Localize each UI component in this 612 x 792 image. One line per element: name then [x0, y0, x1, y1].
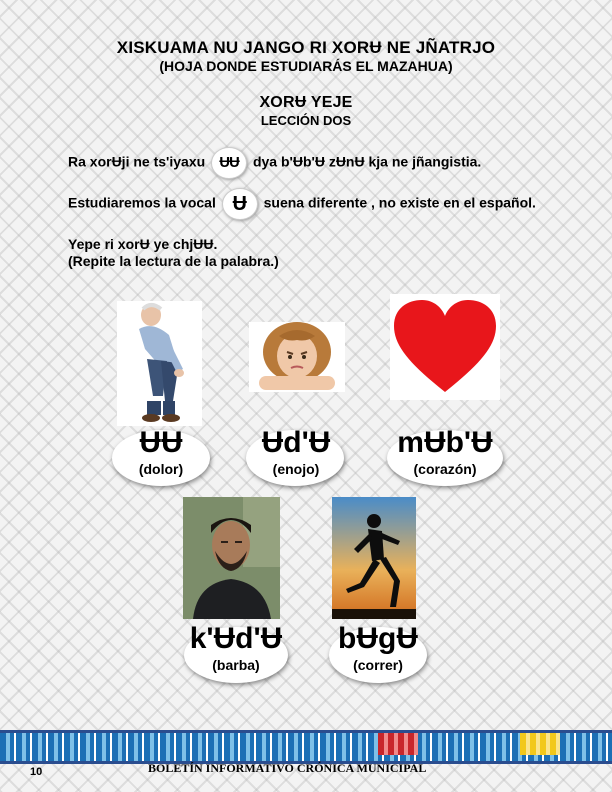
page-title: XISKUAMA NU JANGO RI XORɄ NE JÑATRJO — [116, 38, 496, 57]
paragraph-1-before: Ra xorɄji ne ts'iyaxu — [68, 153, 206, 170]
vowel-bubble-2: Ʉ — [222, 188, 258, 220]
word-3: mɄb'Ʉ — [397, 426, 493, 459]
word-1: ɄɄ — [139, 426, 183, 459]
border-yellow-segment — [520, 733, 560, 755]
paragraph-1-after: dya b'Ʉb'Ʉ zɄnɄ kja ne jñangistia. — [252, 153, 482, 170]
gloss-5: (correr) — [353, 657, 403, 673]
publication-name: BOLETÍN INFORMATIVO CRÓNICA MUNICIPAL — [148, 761, 427, 775]
paragraph-2-before: Estudiaremos la vocal — [68, 194, 216, 211]
vowel-bubble-1: ɄɄ — [211, 147, 247, 179]
gloss-4: (barba) — [212, 657, 260, 673]
heart-image — [390, 294, 500, 400]
runner-image — [332, 497, 416, 619]
page-number: 10 — [30, 766, 43, 778]
page-subtitle: (HOJA DONDE ESTUDIARÁS EL MAZAHUA) — [159, 58, 453, 74]
lesson-subtitle: LECCIÓN DOS — [260, 113, 352, 128]
word-2: Ʉd'Ʉ — [261, 426, 331, 459]
paragraph-3-line-1: Yepe ri xorɄ ye chjɄɄ. — [68, 236, 218, 252]
border-red-segment — [378, 733, 418, 755]
gloss-3: (corazón) — [413, 461, 477, 477]
old-man-image — [117, 301, 202, 426]
gloss-1: (dolor) — [138, 461, 184, 477]
paragraph-2-after: suena diferente , no existe en el español. — [263, 194, 536, 211]
gloss-2: (enojo) — [272, 461, 320, 477]
paragraph-1 — [68, 147, 548, 179]
paragraph-3-line-2: (Repite la lectura de la palabra.) — [68, 253, 279, 269]
lesson-title: XORɄ YEJE — [259, 94, 353, 111]
paragraph-2 — [68, 188, 538, 220]
word-4: k'Ʉd'Ʉ — [189, 622, 283, 655]
angry-girl-image — [249, 322, 345, 392]
word-5: bɄgɄ — [338, 622, 418, 655]
bearded-man-image — [183, 497, 280, 619]
heart-shape — [394, 300, 496, 392]
